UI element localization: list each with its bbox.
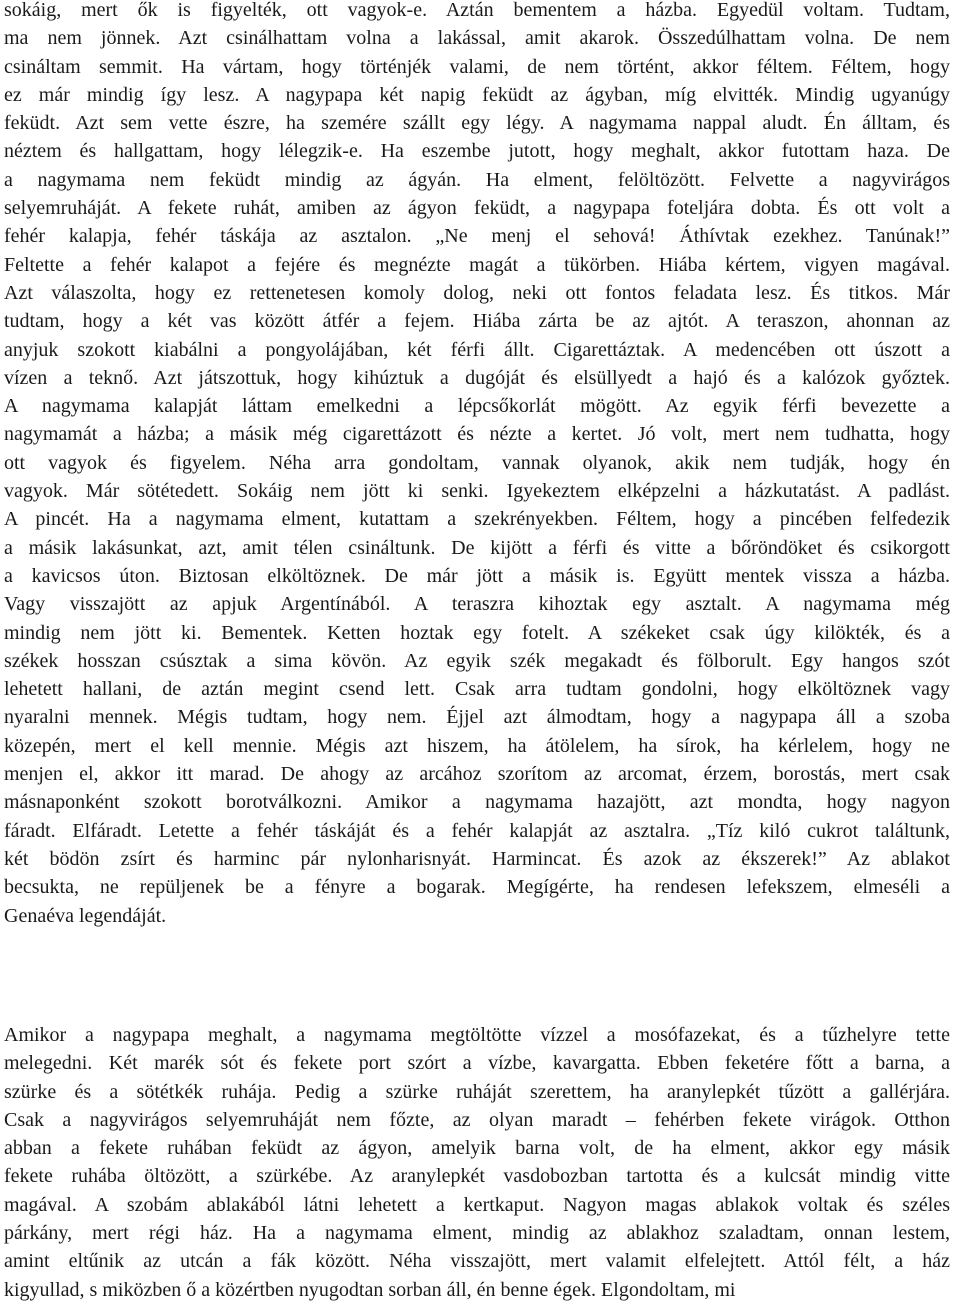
text-line: menjen el, akkor itt marad. De ahogy az arcához szorítom az arcomat, érzem, borostás, mert csak: [4, 763, 950, 786]
text-line: magával. A szobám ablakából látni lehetett a kertkaput. Nagyon magas ablakok voltak és széles: [4, 1193, 950, 1216]
text-line: fáradt. Elfáradt. Letette a fehér táskáját és a fehér kalapját az asztalra. „Tíz kiló cukrot találtunk,: [4, 819, 950, 842]
text-line: sokáig, mert ők is figyelték, ott vagyok-e. Aztán bementem a házba. Egyedül voltam. Tudtam,: [4, 0, 950, 21]
text-line: Azt válaszolta, hogy ez rettenetesen komoly dolog, neki ott fontos feladata lesz. És titkos. Már: [4, 281, 950, 304]
text-line: párkány, mert régi ház. Ha a nagymama elment, mindig az ablakhoz szaladtam, onnan lestem,: [4, 1222, 950, 1245]
text-line: fekete ruhába öltözött, a szürkébe. Az aranylepkét vasdobozban tartotta és a kulcsát mindig vitte: [4, 1165, 950, 1188]
text-line: nyaralni mennek. Mégis tudtam, hogy nem. Éjjel azt álmodtam, hogy a nagypapa áll a szoba: [4, 706, 950, 729]
text-line: a másik lakásunkat, azt, amit télen csináltunk. De kijött a férfi és vitte a bőröndöket és csikorgott: [4, 536, 950, 559]
text-line: másnaponként szokott borotválkozni. Amikor a nagymama hazajött, azt mondta, hogy nagyon: [4, 791, 950, 814]
text-line: melegedni. Két marék sót és fekete port szórt a vízbe, kavargatta. Ebben feketére főtt a barna, a: [4, 1052, 950, 1075]
text-line: kigyullad, s miközben ő a közértben nyugodtan sorban áll, én benne égek. Elgondoltam, mi: [4, 1278, 736, 1301]
text-line: szürke és a sötétkék ruhája. Pedig a szürke ruháját szerettem, ha aranylepkét tűzött a gallérjára.: [4, 1080, 950, 1103]
text-line: Vagy visszajött az apjuk Argentínából. A teraszra kihoztak egy asztalt. A nagymama még: [4, 593, 950, 616]
text-line: ez már mindig így lesz. A nagypapa két napig feküdt az ágyban, míg elvitték. Mindig ugyanúgy: [4, 83, 950, 106]
text-line: Genaéva legendáját.: [4, 904, 167, 927]
text-line: anyjuk szokott kiabálni a pongyolájában, két férfi állt. Cigarettáztak. A medencében ott úszott a: [4, 338, 950, 361]
text-line: közepén, mert el kell mennie. Mégis azt hiszem, ha átölelem, ha sírok, ha kérlelem, hogy ne: [4, 734, 950, 757]
text-line: tudtam, hogy a két vas között átfér a fejem. Hiába zárta be az ajtót. A teraszon, ahonnan az: [4, 310, 950, 333]
text-line: néztem és hallgattam, hogy lélegzik-e. Ha eszembe jutott, hogy meghalt, akkor futottam haza. De: [4, 140, 950, 163]
text-line: csináltam semmit. Ha vártam, hogy történjék valami, de nem történt, akkor féltem. Féltem, hogy: [4, 55, 950, 78]
text-line: mindig nem jött ki. Bementek. Ketten hoztak egy fotelt. A székeket csak úgy kilökték, és a: [4, 621, 950, 644]
text-line: Feltette a fehér kalapot a fejére és megnézte magát a tükörben. Hiába kértem, vigyen magával.: [4, 253, 950, 276]
text-line: ma nem jönnek. Azt csinálhattam volna a lakással, amit akarok. Összedúlhattam volna. De nem: [4, 27, 950, 50]
text-line: feküdt. Azt sem vette észre, ha szemére szállt egy légy. A nagymama nappal aludt. Én álltam, és: [4, 112, 950, 135]
text-line: abban a fekete ruhában feküdt az ágyon, amelyik barna volt, de ha elment, akkor egy másik: [4, 1137, 950, 1160]
text-line: székek hosszan csúsztak a sima kövön. Az egyik szék megakadt és fölborult. Egy hangos szót: [4, 649, 950, 672]
text-line: selyemruháját. A fekete ruhát, amiben az ágyon feküdt, a nagypapa foteljára dobta. És ott volt a: [4, 197, 950, 220]
text-line: vagyok. Már sötétedett. Sokáig nem jött ki senki. Igyekeztem elképzelni a házkutatást. A padlást.: [4, 480, 950, 503]
text-line: Csak a nagyvirágos selyemruháját nem főzte, az olyan maradt – fehérben fekete virágok. Otthon: [4, 1108, 950, 1131]
text-line: becsukta, ne repüljenek be a fényre a bogarak. Megígérte, ha rendesen lefekszem, elmeséli a: [4, 876, 950, 899]
text-line: amint eltűnik az utcán a fák között. Néha visszajött, mert valamit elfelejtett. Attól félt, a ház: [4, 1250, 950, 1273]
text-line: a nagymama nem feküdt mindig az ágyán. Ha elment, felöltözött. Felvette a nagyvirágos: [4, 168, 950, 191]
text-line: A pincét. Ha a nagymama elment, kutattam a szekrényekben. Féltem, hogy a pincében felfedezik: [4, 508, 950, 531]
text-line: lehetett hallani, de aztán megint csend lett. Csak arra tudtam gondolni, hogy elköltöznek vagy: [4, 678, 950, 701]
text-line: nagymamát a házba; a másik még cigarettázott és nézte a kertet. Jó volt, mert nem tudhatta, hogy: [4, 423, 950, 446]
text-line: a kavicsos úton. Biztosan elköltöznek. De már jött a másik is. Együtt mentek vissza a házba.: [4, 564, 950, 587]
text-line: vízen a teknő. Azt játszottuk, hogy kihúztuk a dugóját és elsüllyedt a hajó és a kalózok győztek.: [4, 366, 950, 389]
text-line: Amikor a nagypapa meghalt, a nagymama megtöltötte vízzel a mosófazekat, és a tűzhelyre tette: [4, 1024, 950, 1046]
paragraph: [4, 1021, 950, 1304]
text-line: fehér kalapja, fehér táskája az asztalon. „Ne menj el sehová! Áthívtak ezekhez. Tanúnak!”: [4, 225, 950, 248]
text-line: két bödön zsírt és harminc pár nylonharisnyát. Harmincat. És azok az ékszerek!” Az ablakot: [4, 847, 950, 870]
paragraph: [4, 0, 950, 930]
text-line: A nagymama kalapját láttam emelkedni a lépcsőkorlát mögött. Az egyik férfi bevezette a: [4, 395, 950, 418]
text-line: ott vagyok és figyelem. Néha arra gondoltam, vannak olyanok, akik nem tudják, hogy én: [4, 451, 950, 474]
